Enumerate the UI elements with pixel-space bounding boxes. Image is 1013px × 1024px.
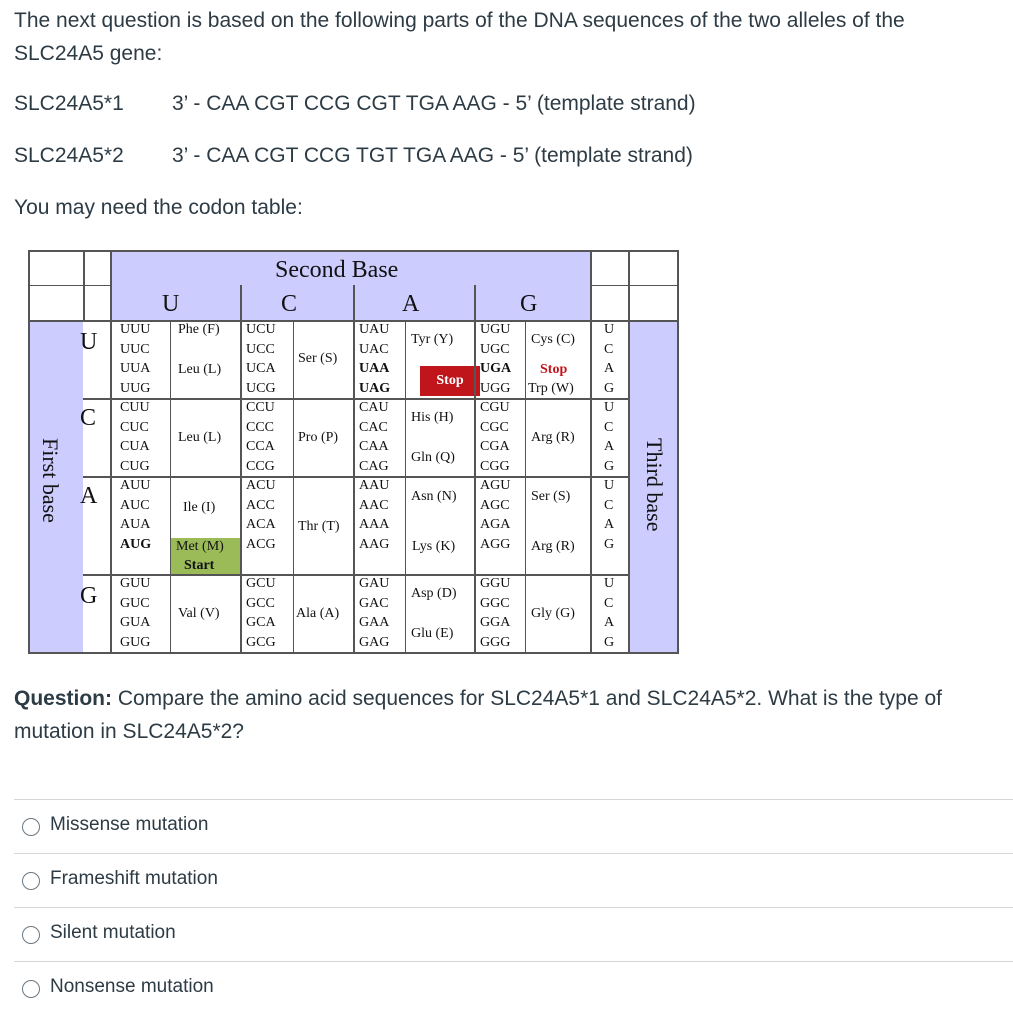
grid-v-col-0: [240, 285, 242, 652]
codon-gca: GCA: [246, 615, 276, 630]
third-base-c-0: U: [604, 400, 615, 415]
aa-lys: Lys (K): [412, 539, 456, 554]
third-base-g-3: G: [604, 634, 615, 650]
third-base-u-3: G: [604, 380, 615, 396]
codon-gcu: GCU: [246, 576, 276, 591]
codon-caa: CAA: [359, 439, 389, 454]
grid-v-sub-3: [525, 320, 526, 652]
option-label-missense: Missense mutation: [50, 814, 209, 835]
codon-aca: ACA: [246, 517, 276, 532]
codon-ccg: CCG: [246, 458, 275, 474]
codon-agg: AGG: [480, 536, 511, 552]
codon-ggc: GGC: [480, 595, 510, 611]
third-base-a-0: U: [604, 478, 615, 493]
codon-gac: GAC: [359, 595, 389, 611]
codon-cca: CCA: [246, 439, 275, 454]
grid-v-header-left: [83, 250, 85, 320]
allele-2-name: SLC24A5*2: [14, 144, 124, 167]
codon-aac: AAC: [359, 497, 389, 513]
grid-h-block-2: [83, 574, 629, 576]
third-base-g-2: A: [604, 615, 615, 630]
codon-uua: UUA: [120, 361, 151, 376]
grid-v-sub-0: [170, 320, 171, 652]
codon-cgg: CGG: [480, 458, 510, 474]
third-base-a-3: G: [604, 536, 615, 552]
option-label-nonsense: Nonsense mutation: [50, 976, 214, 997]
third-base-g-0: U: [604, 576, 615, 591]
codon-table: [28, 250, 679, 654]
allele-1-name: SLC24A5*1: [14, 92, 124, 115]
codon-gga: GGA: [480, 615, 511, 630]
aa-cys: Cys (C): [531, 332, 575, 347]
codon-gug: GUG: [120, 634, 151, 650]
codon-auu: AUU: [120, 478, 151, 493]
intro-text: The next question is based on the following parts of the DNA sequences of the two alleles of the SLC24A5 gene:: [14, 9, 905, 65]
question-text: Compare the amino acid sequences for SLC24A5*1 and SLC24A5*2. What is the type of mutation in SLC24A5*2?: [14, 687, 942, 743]
grid-right: [677, 250, 679, 654]
codon-ugg: UGG: [480, 380, 511, 396]
aa-ser-u: Ser (S): [298, 351, 338, 366]
codon-gag: GAG: [359, 634, 390, 650]
aa-start: Start: [184, 558, 215, 573]
codon-guu: GUU: [120, 576, 151, 591]
codon-aua: AUA: [120, 517, 151, 532]
aa-ala: Ala (A): [296, 606, 340, 621]
codon-aau: AAU: [359, 478, 390, 493]
grid-h-left-mid: [28, 285, 110, 286]
third-base-c-3: G: [604, 458, 615, 474]
aa-stop-uga: Stop: [540, 362, 568, 377]
second-base-g: G: [520, 291, 538, 317]
third-base-u-2: A: [604, 361, 615, 376]
aa-his: His (H): [411, 410, 454, 425]
codon-auc: AUC: [120, 497, 150, 513]
aa-arg-a: Arg (R): [531, 539, 575, 554]
codon-ucu: UCU: [246, 322, 276, 337]
grid-bottom: [28, 652, 679, 654]
allele-1-row: [14, 92, 914, 120]
codon-cag: CAG: [359, 458, 389, 474]
aa-tyr: Tyr (Y): [411, 332, 454, 347]
aa-arg-c: Arg (R): [531, 430, 575, 445]
third-base-a-2: A: [604, 517, 615, 532]
option-nonsense[interactable]: [14, 961, 1013, 1015]
codon-cuu: CUU: [120, 400, 150, 415]
codon-agc: AGC: [480, 497, 510, 513]
grid-v-third: [590, 250, 592, 654]
option-missense[interactable]: [14, 799, 1013, 853]
codon-aaa: AAA: [359, 517, 390, 532]
grid-h-block-0: [83, 398, 629, 400]
codon-cua: CUA: [120, 439, 150, 454]
aa-ser-a: Ser (S): [531, 489, 571, 504]
aa-gln: Gln (Q): [411, 450, 455, 465]
grid-top: [28, 250, 679, 252]
codon-cug: CUG: [120, 458, 150, 474]
codon-cgc: CGC: [480, 419, 509, 435]
aa-leu-u: Leu (L): [178, 362, 222, 377]
codon-guc: GUC: [120, 595, 150, 611]
first-base-label: First base: [38, 438, 63, 523]
option-silent[interactable]: [14, 907, 1013, 961]
aa-leu-c: Leu (L): [178, 430, 222, 445]
allele-1-sequence: 3’ - CAA CGT CCG CGT TGA AAG - 5’ (template strand): [172, 92, 696, 115]
aa-phe: Phe (F): [178, 322, 220, 337]
codon-uau: UAU: [359, 322, 390, 337]
aa-ile: Ile (I): [183, 500, 216, 515]
codon-acu: ACU: [246, 478, 276, 493]
codon-acc: ACC: [246, 497, 275, 513]
codon-ugu: UGU: [480, 322, 511, 337]
codon-cau: CAU: [359, 400, 389, 415]
codon-gcg: GCG: [246, 634, 276, 650]
third-base-u-1: C: [604, 341, 614, 357]
allele-2-row: [14, 144, 914, 172]
codon-cac: CAC: [359, 419, 388, 435]
codon-aag: AAG: [359, 536, 390, 552]
codon-gcc: GCC: [246, 595, 275, 611]
grid-left: [28, 250, 30, 654]
codon-ugc: UGC: [480, 341, 510, 357]
first-base-u: U: [80, 329, 98, 355]
codon-gua: GUA: [120, 615, 151, 630]
stop-cell-a: Stop: [420, 366, 480, 396]
aa-val: Val (V): [178, 606, 220, 621]
radio-frameshift[interactable]: [22, 872, 40, 890]
codon-table-hint: You may need the codon table:: [14, 196, 303, 219]
codon-ccu: CCU: [246, 400, 275, 415]
second-base-label: Second Base: [275, 257, 399, 283]
codon-uug: UUG: [120, 380, 151, 396]
grid-v-firstbase: [110, 250, 112, 654]
codon-aug: AUG: [120, 536, 152, 552]
grid-v-sub-1: [293, 320, 294, 652]
codon-ggu: GGU: [480, 576, 511, 591]
question: [14, 682, 1004, 748]
codon-cga: CGA: [480, 439, 510, 454]
first-base-c: C: [80, 405, 97, 431]
codon-ucg: UCG: [246, 380, 276, 396]
third-base-g-1: C: [604, 595, 614, 611]
codon-uaa: UAA: [359, 361, 390, 376]
third-base-u-0: U: [604, 322, 615, 337]
grid-v-col-2: [474, 285, 476, 652]
codon-cuc: CUC: [120, 419, 149, 435]
aa-asn: Asn (N): [411, 489, 457, 504]
codon-ucc: UCC: [246, 341, 275, 357]
first-base-g: G: [80, 583, 98, 609]
codon-ggg: GGG: [480, 634, 511, 650]
third-base-label: Third base: [642, 438, 667, 532]
codon-uag: UAG: [359, 380, 391, 396]
aa-trp: Trp (W): [528, 381, 574, 396]
codon-uga: UGA: [480, 361, 512, 376]
radio-missense[interactable]: [22, 818, 40, 836]
option-label-frameshift: Frameshift mutation: [50, 868, 218, 889]
option-frameshift[interactable]: [14, 853, 1013, 907]
codon-gaa: GAA: [359, 615, 390, 630]
second-base-a: A: [402, 291, 420, 317]
first-base-a: A: [80, 483, 98, 509]
third-base-a-1: C: [604, 497, 614, 513]
second-base-c: C: [281, 291, 298, 317]
aa-thr: Thr (T): [298, 519, 340, 534]
allele-2-sequence: 3’ - CAA CGT CCG TGT TGA AAG - 5’ (template strand): [172, 144, 693, 167]
aa-pro: Pro (P): [298, 430, 339, 445]
grid-h-right-mid: [590, 285, 679, 286]
codon-uuc: UUC: [120, 341, 150, 357]
codon-agu: AGU: [480, 478, 511, 493]
grid-v-third-right: [628, 250, 630, 654]
codon-uca: UCA: [246, 361, 276, 376]
grid-h-block-1: [83, 476, 629, 478]
aa-glu: Glu (E): [411, 626, 454, 641]
option-label-silent: Silent mutation: [50, 922, 176, 943]
aa-asp: Asp (D): [411, 586, 457, 601]
third-base-c-1: C: [604, 419, 614, 435]
codon-cgu: CGU: [480, 400, 510, 415]
aa-gly: Gly (G): [531, 606, 575, 621]
codon-ccc: CCC: [246, 419, 275, 435]
aa-met: Met (M): [176, 539, 224, 554]
second-base-u: U: [162, 291, 180, 317]
codon-uac: UAC: [359, 341, 389, 357]
question-label: Question:: [14, 687, 112, 710]
grid-v-col-1: [353, 285, 355, 652]
third-base-c-2: A: [604, 439, 615, 454]
codon-gau: GAU: [359, 576, 390, 591]
grid-v-sub-2: [405, 320, 406, 652]
codon-aga: AGA: [480, 517, 511, 532]
radio-nonsense[interactable]: [22, 980, 40, 998]
radio-silent[interactable]: [22, 926, 40, 944]
codon-uuu: UUU: [120, 322, 151, 337]
codon-acg: ACG: [246, 536, 276, 552]
